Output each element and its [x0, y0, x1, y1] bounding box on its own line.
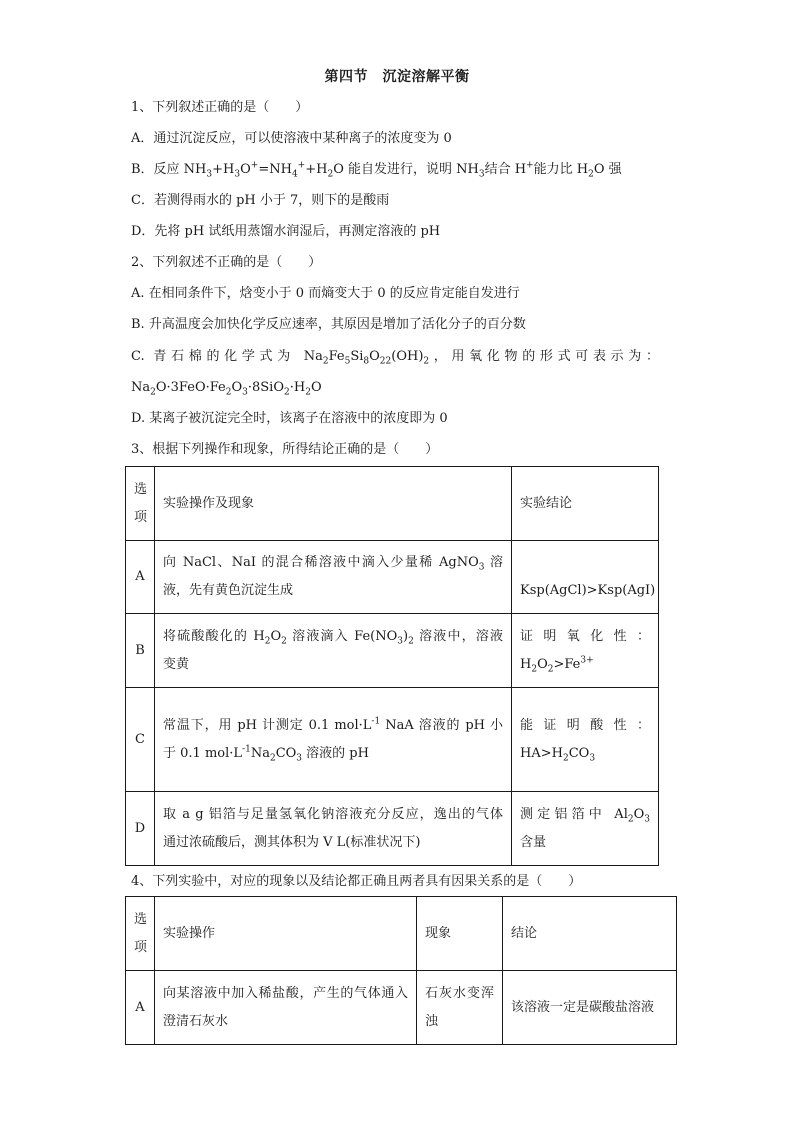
row-option: C	[126, 688, 155, 792]
question-4-table	[125, 896, 677, 1045]
row-operation: 常温下，用 pH 计测定 0.1 $mol\cdot L^{-1}$ NaA 溶液的 pH 小 于 0.1 $mol\cdot L^{-1}Na_2CO_3$ 溶液的 pH	[155, 688, 512, 792]
question-2-option-c-line2: $Na_2O\cdot 3FeO\cdot Fe_2O_3\cdot 8SiO_2\cdot H_2O$	[131, 380, 322, 398]
page-title: 第四节 沉淀溶解平衡	[324, 69, 470, 85]
row-conclusion: 测定铝箔中 $Al_2O_3$ 含量	[512, 792, 659, 866]
row-conclusion: 该溶液一定是碳酸盐溶液	[503, 971, 677, 1045]
question-1-option-d: D．先将 pH 试纸用蒸馏水润湿后，再测定溶液的 pH	[131, 224, 441, 239]
question-3-stem: 3、根据下列操作和现象，所得结论正确的是（ ）	[131, 442, 439, 457]
question-2-option-a: A. 在相同条件下，焓变小于 0 而熵变大于 0 的反应肯定能自发进行	[131, 286, 520, 301]
table-row	[126, 971, 677, 1045]
table-header-row	[126, 897, 677, 971]
row-operation: 向某溶液中加入稀盐酸，产生的气体通入 澄清石灰水	[155, 971, 417, 1045]
question-1-option-b: B．反应 $NH_3+H_3O^+=NH_4^++H_2O$ 能自发进行，说明 $NH_3$结合 H+能力比 $H_2O$ 强	[131, 160, 622, 180]
row-operation: 将硫酸酸化的 $H_2O_2$ 溶液滴入 $Fe(NO_3)_2$ 溶液中，溶液 变黄	[155, 614, 512, 688]
row-option: A	[126, 971, 155, 1045]
row-option: D	[126, 792, 155, 866]
question-1-stem: 1、下列叙述正确的是（ ）	[131, 100, 309, 115]
header-phenomenon: 现象	[417, 897, 503, 971]
table-row	[126, 688, 659, 792]
header-operation: 实验操作及现象	[155, 467, 512, 541]
table-row	[126, 541, 659, 614]
question-3-table	[125, 466, 659, 866]
question-2-option-c-line1: C. 青石棉的化学式为 $Na_2Fe_5Si_8O_{22}(OH)_2$，用氧化物的形式可表示为：	[131, 349, 659, 367]
header-operation: 实验操作	[155, 897, 417, 971]
header-option: 选项	[126, 467, 155, 541]
question-4-stem: 4、下列实验中，对应的现象以及结论都正确且两者具有因果关系的是（ ）	[131, 874, 582, 889]
row-phenomenon: 石灰水变浑 浊	[417, 971, 503, 1045]
row-option: A	[126, 541, 155, 614]
row-operation: 取 a g 铝箔与足量氢氧化钠溶液充分反应，逸出的气体 通过浓硫酸后，测其体积为 V L(标准状况下)	[155, 792, 512, 866]
question-2-option-b: B. 升高温度会加快化学反应速率，其原因是增加了活化分子的百分数	[131, 317, 526, 332]
row-option: B	[126, 614, 155, 688]
header-conclusion: 结论	[503, 897, 677, 971]
row-conclusion: 证 明 氧 化 性 ： $H_2O_2>Fe^{3+}$	[512, 614, 659, 688]
header-conclusion: 实验结论	[512, 467, 659, 541]
question-1-option-c: C．若测得雨水的 pH 小于 7，则下的是酸雨	[131, 193, 390, 208]
row-conclusion: Ksp(AgCl)>Ksp(AgI)	[512, 541, 659, 614]
table-row	[126, 614, 659, 688]
question-2-stem: 2、下列叙述不正确的是（ ）	[131, 255, 322, 270]
table-header-row	[126, 467, 659, 541]
table-row	[126, 792, 659, 866]
question-1-option-a: A．通过沉淀反应，可以使溶液中某种离子的浓度变为 0	[131, 131, 452, 146]
row-conclusion: 能 证 明 酸 性 ： $HA>H_2CO_3$	[512, 688, 659, 792]
header-option: 选项	[126, 897, 155, 971]
row-operation: 向 NaCl、NaI 的混合稀溶液中滴入少量稀 AgNO$_3$ 溶 液，先有黄色沉淀生成	[155, 541, 512, 614]
question-2-option-d: D. 某离子被沉淀完全时，该离子在溶液中的浓度即为 0	[131, 411, 448, 426]
